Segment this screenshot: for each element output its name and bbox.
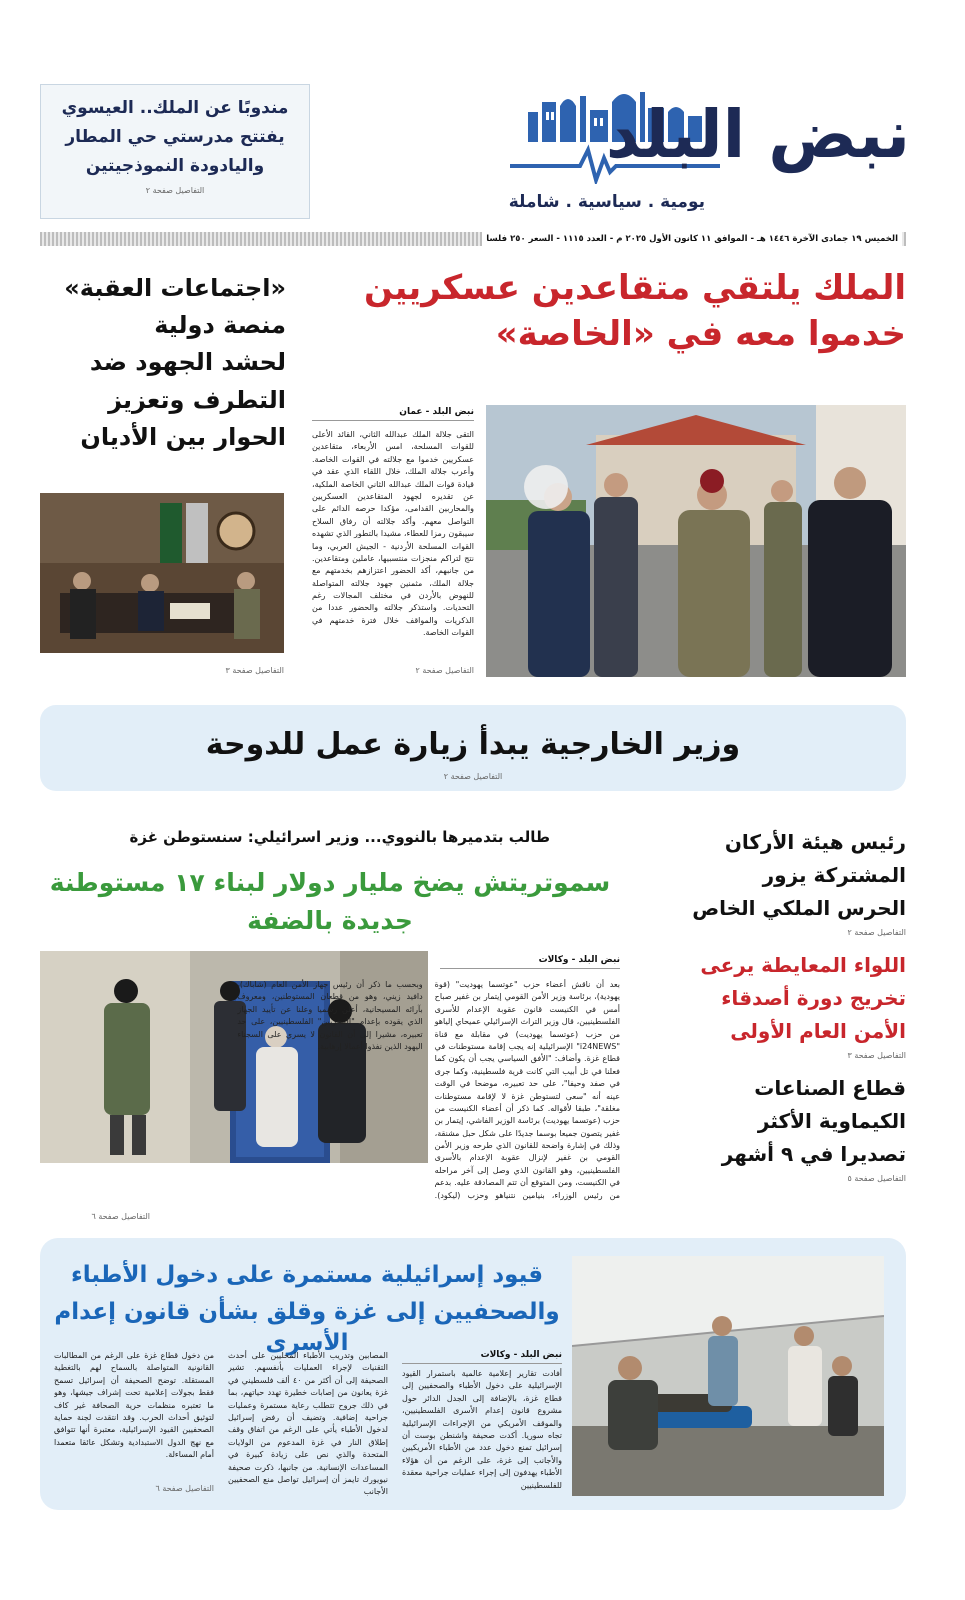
right-column (660, 826, 906, 1226)
bottom-col-2: المصابين وتدريب الأطباء المحليين على أحدث التقنيات لإجراء العمليات بأنفسهم. تشير الصحيفة إلى أن أكثر من ٤٠ ألف فلسطيني في غزة يعانون من إصابات خطيرة تهدد حياتهم، بما في ذلك جروح تتطلب رعاية مستمرة وعمليات جراحية إضافية. وتضيف أن رفض إسرائيل لدخول الأطباء يأتي على الرغم من اتفاق وقف إطلاق النار في غزة المدعوم من الولايات المتحدة والذي نص على زيادة كبيرة في المساعدات الإنسانية. من جانبها، ذكرت صحيفة نيويورك تايمز أن إسرائيل تواصل منع الصحفيين الأجانب (228, 1351, 388, 1496)
settlement-byline: نبض البلد - وكالات (440, 955, 620, 969)
aqaba-line-1: «اجتماعات العقبة» (64, 274, 286, 302)
aqaba-photo (40, 493, 284, 653)
right-story-1-line-3: الحرس الملكي الخاص (692, 896, 906, 920)
aqaba-details[interactable]: التفاصيل صفحة ٣ (225, 666, 284, 675)
lead-body: التقى جلالة الملك عبدالله الثاني، القائد الأعلى للقوات المسلحة، امس الأربعاء، متقاعدين عسكريين خدموا مع جلالته في القوات الخاصة. وأعرب جلالة الملك، خلال اللقاء الذي عقد في قيادة قوات الملك عبدالله الثاني الخاصة الملكية، عن تقديره لجهود المتقاعدين العسكريين والمحاربين القدامى، مؤكدا حرصه الدائم على التواصل معهم. وأكد جلالته أن رفاق السلاح سيبقون رمزا للعطاء، مشيدا بالتطور الذي تشهده القوات المسلحة الأردنية - الجيش العربي، وما نتج لتراكم منجزات منتسبيها، عاملين ومتقاعدين. من جانبهم، أكد الحضور اعتزازهم بخدمتهم مع جلالة الملك، مثمنين جهود جلالته المتواصلة للنهوض بالأردن في مختلف المجالات رغم التحديات. واستذكر جلالته والحضور عددا من الذكريات والمواقف خلال فترة خدمتهم في القوات الخاصة. (312, 430, 474, 638)
right-story-1[interactable] (660, 826, 906, 937)
dateline-bar (40, 232, 906, 246)
bottom-headline-line-2: والصحفيين إلى غزة وقلق بشأن قانون إعدام الأسرى (54, 1299, 560, 1357)
lead-photo (486, 405, 906, 677)
settlement-body: بعد أن ناقش أعضاء حزب "عوتسما يهوديت" (قوة يهودية)، برئاسة وزير الأمن القومي إيتمار بن غفير صباح أمس في الكنيست قانون عقوبة الإعدام للأسرى الفلسطينيين، قال وزير التراث الإسرائيلي عميحاي إلياهو من حزب (عوتسما يهوديت) في مقابلة مع قناة "i24NEWS" الإسرائيلية إنه يجب إقامة مستوطنات في قطاع غزة. وأضاف: "الأفق السياسي يجب أن يكون كما فعلنا في تل أبيب التي كانت قرية فلسطينية، وكما جرى في صفد وحيفا"، على حد تعبيره، موضحا في الوقت عينه أنه "سعى لتستوطن غزة لا لإقامة مستوطنات مغلقة"، طبقا لأقواله. كما ذكر أن أعضاء الكنيست من حزب (عوتسما يهوديت) برئاسة الوزير الفاشي، إيتمار بن غفير يتصون جميعا بوسما جديدًا على شكل حبل مشنقة، وذلك في إشارة واضحة للقانون الذي طرحه وزير الأمن القومي بن غفير لإنزال عقوبة الإعدام بالأسرى الفلسطينيين، وهو القانون الذي وصل إلى آخر مراحله في الكنيست، ومن المتوقع أن تتم المصادقة عليه. بدعم من رئيس الوزراء، بنيامين نتنياهو وحزب (ليكود). وبحسب ما ذكر أن رئيس جهاز الأمن العام (شاباك)، دافيد زيني، وهو من قطعان المستوطنين، ومعروف بآرائه المسيحانية، أعلن رسميا وعلنا عن تأييد الجهاز الذي يقوده بإعدام "المخربين" الفلسطينيين، على حد تعبيره، مشيرا إلى أن القانون لا يسري على السجناء اليهود الذين نفذوا أعمالا إرهابية. (237, 980, 620, 1200)
settlement-kicker: طالب بتدميرها بالنووي... وزير اسرائيلي: سنستوطن غزة (129, 828, 550, 846)
teaser-box[interactable] (40, 84, 310, 219)
right-story-2-details[interactable]: التفاصيل صفحة ٣ (847, 1051, 906, 1060)
teaser-line-1: مندوبًا عن الملك.. العيسوي (61, 98, 289, 118)
masthead-title: نبض البلد (605, 96, 910, 173)
masthead (340, 72, 910, 227)
lead-headline-line-2: خدموا معه في «الخاصة» (495, 313, 906, 354)
bottom-headline[interactable] (50, 1260, 564, 1359)
settlement-details[interactable]: التفاصيل صفحة ٦ (91, 1212, 150, 1221)
right-story-1-line-1: رئيس هيئة الأركان (724, 830, 906, 854)
bottom-details[interactable]: التفاصيل صفحة ٦ (155, 1484, 214, 1493)
bottom-article[interactable] (52, 1350, 562, 1496)
right-story-3-line-1: قطاع الصناعات (754, 1076, 906, 1100)
right-story-1-line-2: المشتركة يزور (762, 863, 906, 887)
right-story-3-details[interactable]: التفاصيل صفحة ٥ (847, 1174, 906, 1183)
masthead-tagline: يومية . سياسية . شاملة (508, 192, 705, 212)
right-story-2-line-1: اللواء المعايطة يرعى (700, 953, 906, 977)
lead-byline: نبض البلد - عمان (312, 407, 474, 421)
settlement-headline-line-2: جديدة بالضفة (247, 905, 413, 935)
teaser-line-2: يفتتح مدرستي حي المطار (65, 126, 285, 147)
bottom-col-3: من دخول قطاع غزة على الرغم من المطالبات القانونية المتواصلة بالسماح لهم بالتغطية المستقلة. توضح الصحيفة أن إسرائيل تسمح فقط بجولات إعلامية تحت إشراف جيشها، وهو ما تعتبره منظمات حرية الصحافة غير كاف لتوثيق أحداث الحرب. وقد انتقدت لجنة حماية الصحفيين القيود الإسرائيلية، معتبرة أنها تتوافق مع نهج الدول الاستبدادية وتشكل عائقا متعمدا أمام المساءلة. (54, 1351, 214, 1460)
banner-headline: وزير الخارجية يبدأ زيارة عمل للدوحة (205, 727, 741, 762)
settlement-article[interactable] (40, 955, 620, 1207)
banner-details[interactable]: التفاصيل صفحة ٢ (443, 771, 503, 781)
bottom-col-1: أفادت تقارير إعلامية عالمية باستمرار القيود الإسرائيلية على دخول الأطباء والصحفيين إلى قطاع غزة، بالإضافة إلى الجدل الدائر حول مشروع قانون إعدام الأسرى الفلسطينيين، والموقف الأمريكي من الإجراءات الإسرائيلية تجاه سوريا. أكدت صحيفة واشنطن بوست أن إسرائيل تمنع دخول عدد من الأطباء الأمريكيين والأجانب إلى غزة، على الرغم من أن هؤلاء الأطباء يهدفون إلى إجراء عمليات جراحية معقدة للفلسطينيين (402, 1369, 562, 1490)
bottom-photo (572, 1256, 884, 1496)
right-story-3-line-2: الكيماوية الأكثر (757, 1109, 906, 1133)
aqaba-line-3: لحشد الجهود ضد (89, 348, 286, 377)
bottom-headline-line-1: قيود إسرائيلية مستمرة على دخول الأطباء (70, 1262, 544, 1288)
lead-headline[interactable] (310, 266, 906, 358)
settlement-headline[interactable] (40, 866, 620, 938)
aqaba-line-2: منصة دولية (154, 311, 286, 340)
bottom-byline: نبض البلد - وكالات (402, 1350, 562, 1364)
settlement-headline-line-1: سموتريتش يضخ مليار دولار لبناء ١٧ مستوطنة (49, 868, 611, 897)
right-story-2[interactable] (660, 949, 906, 1060)
right-story-3[interactable] (660, 1072, 906, 1183)
right-story-2-line-3: الأمن العام الأولى (730, 1019, 906, 1043)
right-story-3-line-3: تصديرا في ٩ أشهر (721, 1142, 906, 1166)
aqaba-line-5: الحوار بين الأديان (80, 422, 286, 451)
teaser-line-3: واليادودة النموذجيتين (85, 155, 265, 176)
right-story-1-details[interactable]: التفاصيل صفحة ٢ (847, 928, 906, 937)
aqaba-line-4: التطرف وتعزيز (108, 385, 286, 414)
aqaba-headline[interactable] (40, 270, 286, 456)
lead-article[interactable] (312, 407, 474, 663)
dateline-text: الخميس ١٩ جمادى الآخرة ١٤٤٦ هـ - الموافق ١١ كانون الأول ٢٠٢٥ م - العدد ١١١٥ - السعر ٢٥٠ فلسا (482, 232, 902, 246)
right-story-2-line-2: تخريج دورة أصدقاء (721, 986, 906, 1010)
teaser-details[interactable]: التفاصيل صفحة ٢ (145, 185, 205, 195)
lead-headline-line-1: الملك يلتقي متقاعدين عسكريين (363, 268, 906, 308)
banner-box[interactable] (40, 705, 906, 791)
lead-details[interactable]: التفاصيل صفحة ٢ (415, 666, 474, 675)
